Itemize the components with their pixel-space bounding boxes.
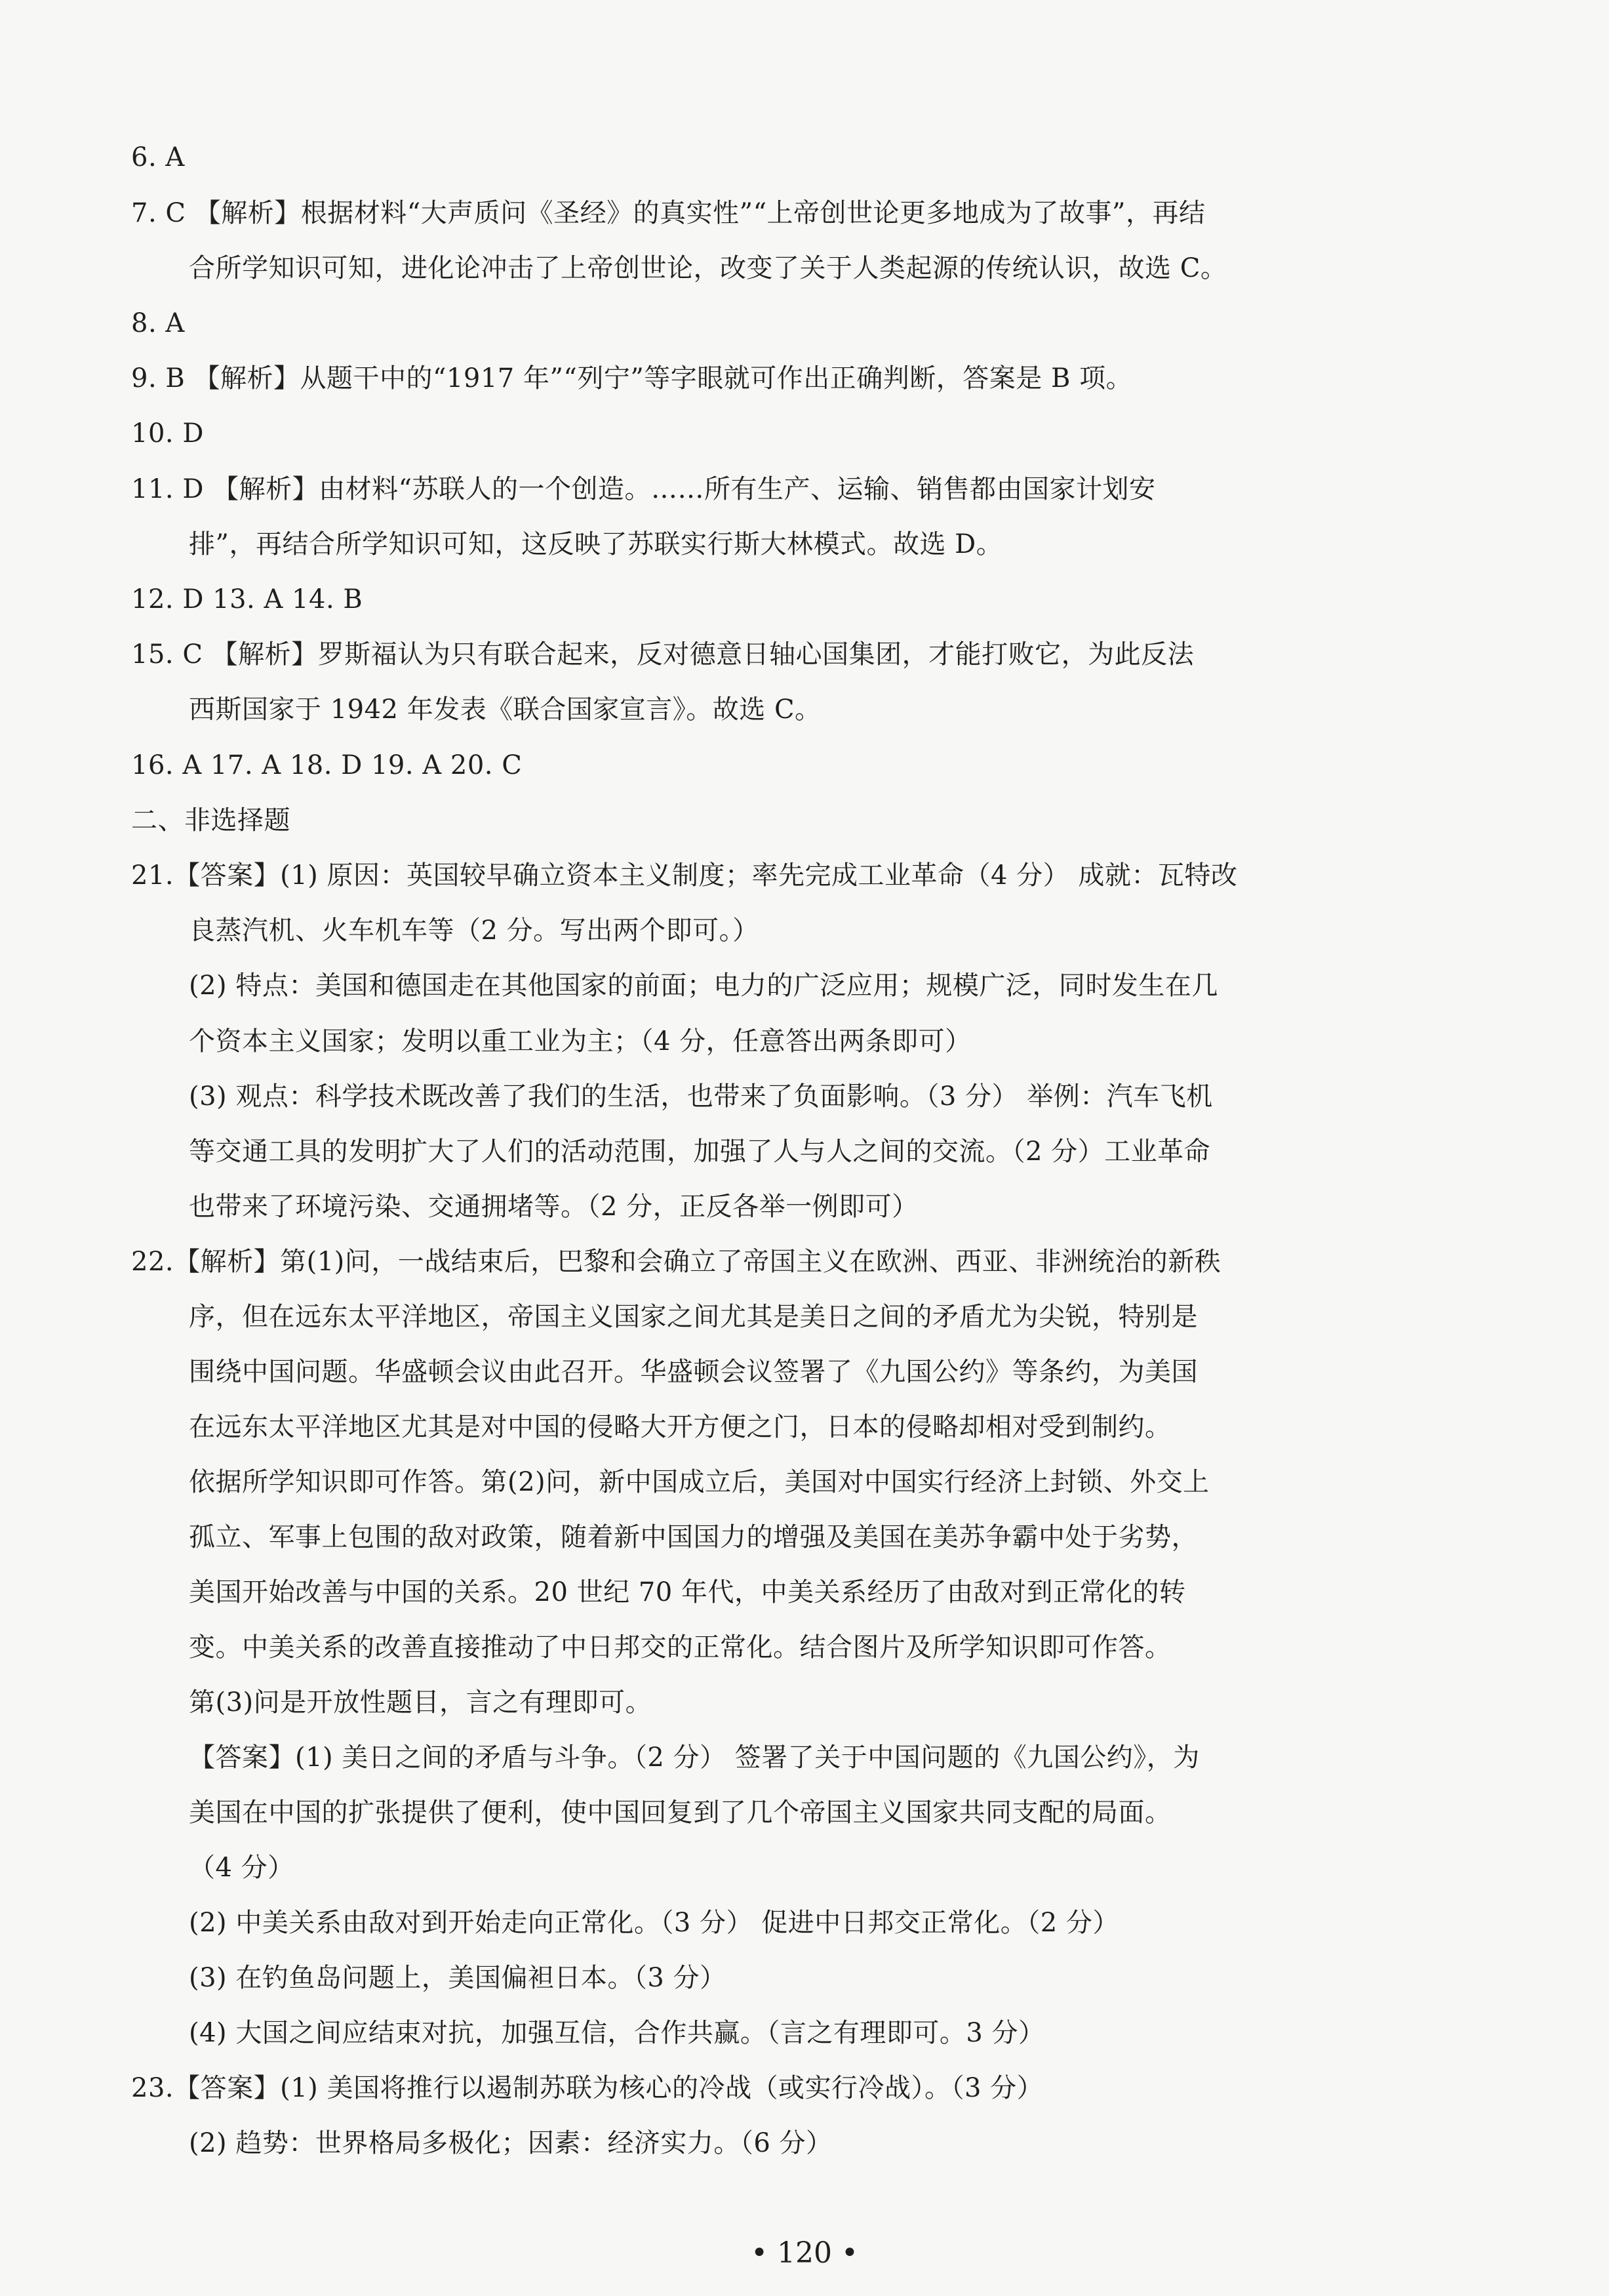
answer-line: 21.【答案】(1) 原因：英国较早确立资本主义制度；率先完成工业革命（4 分） 成就：瓦特改 — [131, 860, 1238, 891]
answer-line: 依据所学知识即可作答。第(2)问，新中国成立后，美国对中国实行经济上封锁、外交上 — [189, 1467, 1210, 1497]
answer-line: 9. B 【解析】从题干中的“1917 年”“列宁”等字眼就可作出正确判断，答案是 B 项。 — [131, 363, 1133, 393]
answer-line: 11. D 【解析】由材料“苏联人的一个创造。……所有生产、运输、销售都由国家计划安 — [131, 474, 1156, 504]
answer-line: (2) 中美关系由敌对到开始走向正常化。（3 分） 促进中日邦交正常化。（2 分） — [189, 1908, 1119, 1938]
answer-line: (4) 大国之间应结束对抗，加强互信，合作共赢。（言之有理即可。3 分） — [189, 2018, 1045, 2048]
answer-line: 西斯国家于 1942 年发表《联合国家宣言》。故选 C。 — [189, 695, 822, 725]
answer-line: 个资本主义国家；发明以重工业为主；（4 分，任意答出两条即可） — [189, 1026, 972, 1057]
section-heading: 二、非选择题 — [131, 805, 290, 836]
answer-line: 16. A 17. A 18. D 19. A 20. C — [131, 750, 523, 780]
answer-line: (2) 特点：美国和德国走在其他国家的前面；电力的广泛应用；规模广泛，同时发生在几 — [189, 971, 1218, 1001]
page-number: • 120 • — [751, 2236, 858, 2270]
answer-line: 15. C 【解析】罗斯福认为只有联合起来，反对德意日轴心国集团，才能打败它，为此反法 — [131, 639, 1195, 670]
answer-line: 23.【答案】(1) 美国将推行以遏制苏联为核心的冷战（或实行冷战）。（3 分） — [131, 2073, 1044, 2103]
answer-line: 围绕中国问题。华盛顿会议由此召开。华盛顿会议签署了《九国公约》等条约，为美国 — [189, 1357, 1198, 1387]
answer-line: 12. D 13. A 14. B — [131, 584, 363, 614]
answer-line: (2) 趋势：世界格局多极化；因素：经济实力。（6 分） — [189, 2128, 833, 2158]
answer-line: 7. C 【解析】根据材料“大声质问《圣经》的真实性”“上帝创世论更多地成为了故事”，再结 — [131, 198, 1206, 228]
answer-line: 合所学知识可知，进化论冲击了上帝创世论，改变了关于人类起源的传统认识，故选 C。 — [189, 253, 1227, 283]
answer-line: 也带来了环境污染、交通拥堵等。（2 分，正反各举一例即可） — [189, 1192, 919, 1222]
answer-line: 美国在中国的扩张提供了便利，使中国回复到了几个帝国主义国家共同支配的局面。 — [189, 1798, 1172, 1828]
answer-line: 10. D — [131, 418, 204, 449]
answer-line: 孤立、军事上包围的敌对政策，随着新中国国力的增强及美国在美苏争霸中处于劣势， — [189, 1522, 1198, 1552]
answer-line: 8. A — [131, 308, 185, 338]
answer-line: 排”，再结合所学知识可知，这反映了苏联实行斯大林模式。故选 D。 — [189, 529, 1003, 559]
answer-line: 在远东太平洋地区尤其是对中国的侵略大开方便之门，日本的侵略却相对受到制约。 — [189, 1412, 1172, 1442]
answer-line: 变。中美关系的改善直接推动了中日邦交的正常化。结合图片及所学知识即可作答。 — [189, 1632, 1172, 1662]
answer-line: (3) 观点：科学技术既改善了我们的生活，也带来了负面影响。（3 分） 举例：汽车飞机 — [189, 1081, 1213, 1112]
answer-line: (3) 在钓鱼岛问题上，美国偏袒日本。（3 分） — [189, 1963, 726, 1993]
answer-line: 22.【解析】第(1)问，一战结束后，巴黎和会确立了帝国主义在欧洲、西亚、非洲统治的新秩 — [131, 1247, 1222, 1277]
answer-line: 良蒸汽机、火车机车等（2 分。写出两个即可。） — [189, 916, 759, 946]
answer-line: 美国开始改善与中国的关系。20 世纪 70 年代，中美关系经历了由敌对到正常化的转 — [189, 1577, 1186, 1607]
answer-line: 【答案】(1) 美日之间的矛盾与斗争。（2 分） 签署了关于中国问题的《九国公约》，为 — [189, 1742, 1200, 1773]
answer-line: 序，但在远东太平洋地区，帝国主义国家之间尤其是美日之间的矛盾尤为尖锐，特别是 — [189, 1302, 1198, 1332]
answer-line: 6. A — [131, 142, 185, 172]
answer-line: 第(3)问是开放性题目，言之有理即可。 — [189, 1687, 652, 1718]
answer-line: 等交通工具的发明扩大了人们的活动范围，加强了人与人之间的交流。（2 分）工业革命 — [189, 1137, 1211, 1167]
answer-line: （4 分） — [189, 1853, 294, 1883]
